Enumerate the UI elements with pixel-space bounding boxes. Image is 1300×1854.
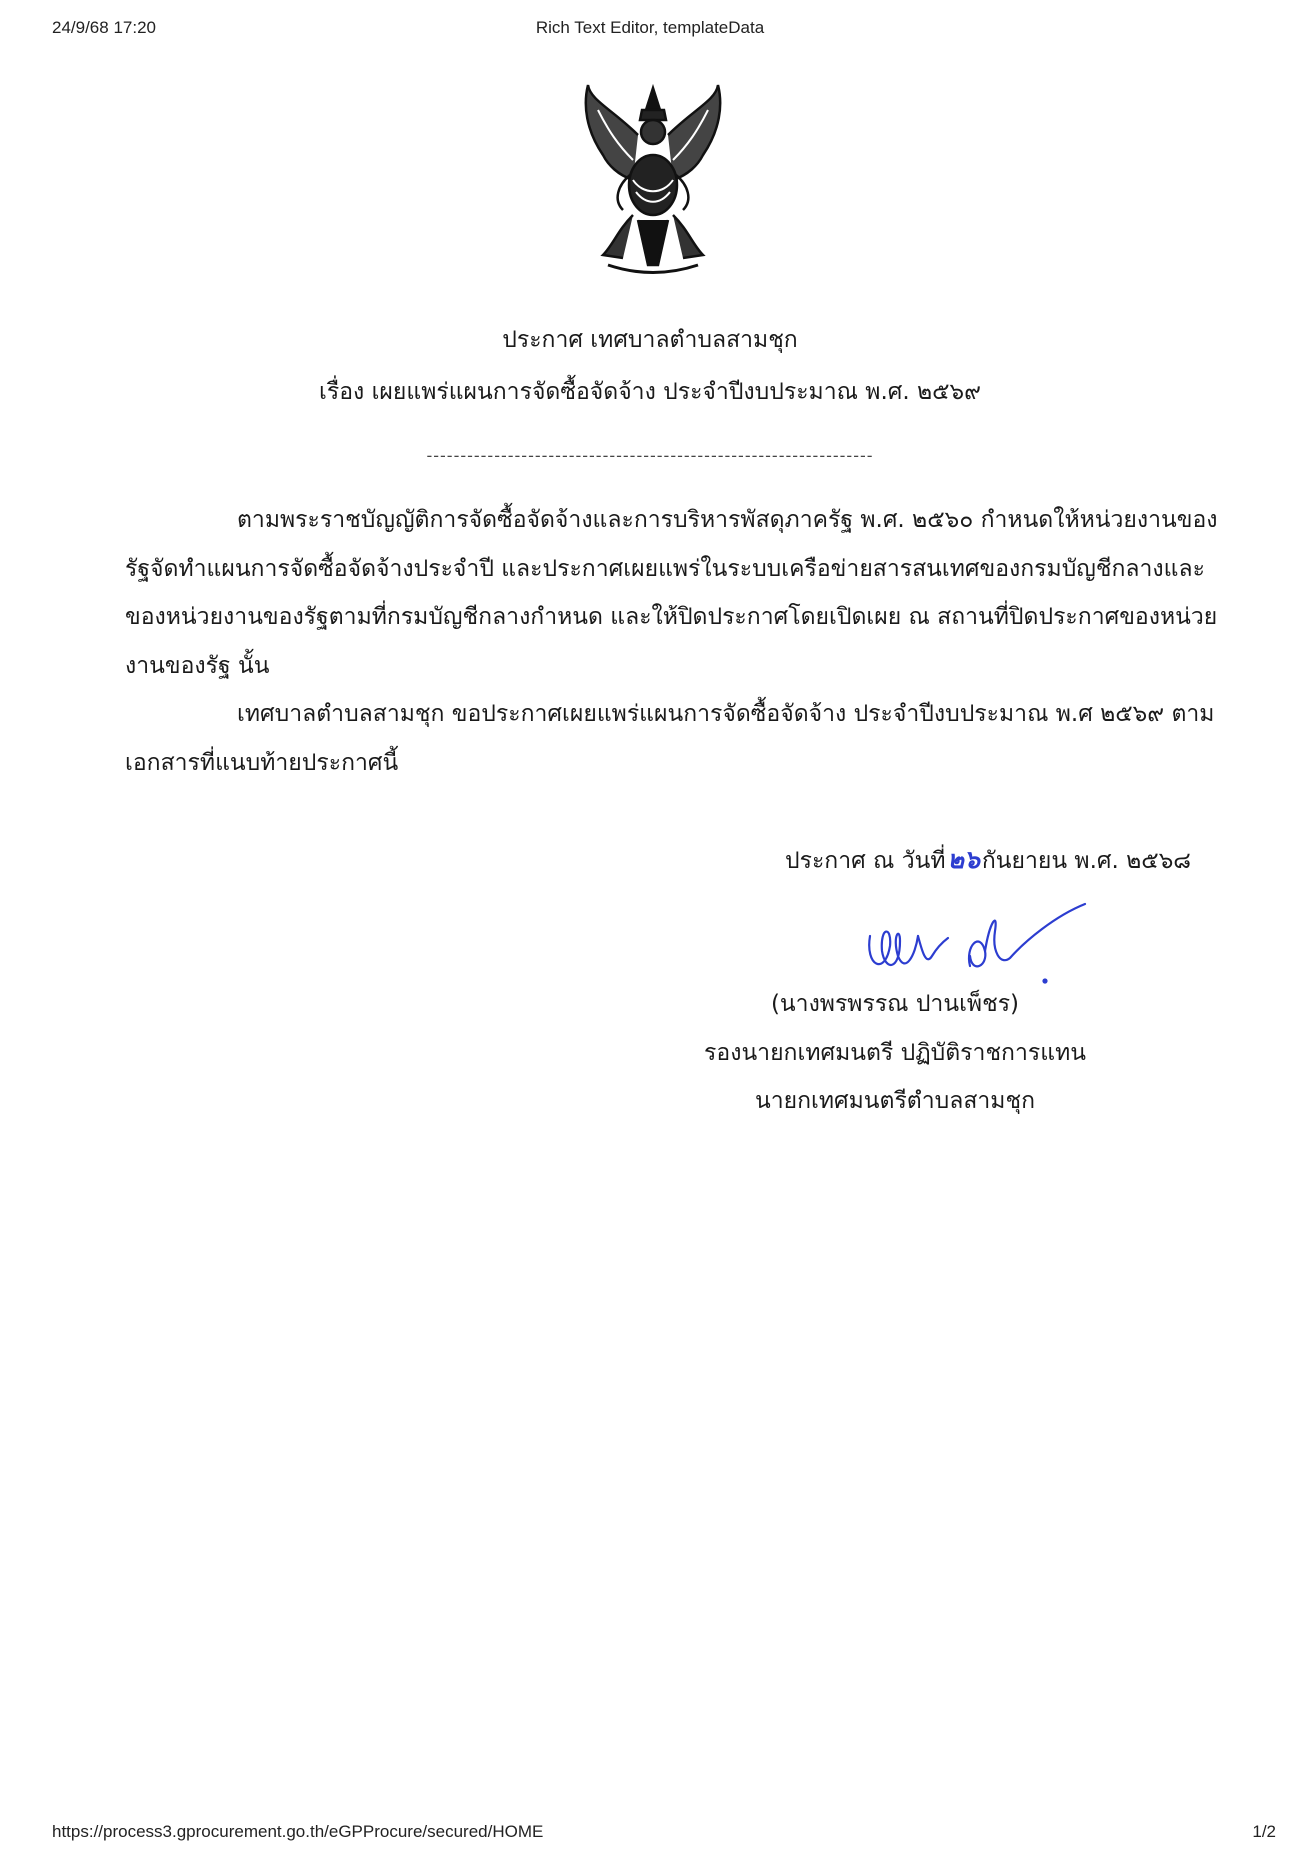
print-window-title: Rich Text Editor, templateData xyxy=(535,18,765,37)
announcement-body xyxy=(125,496,1220,787)
announcement-title: ประกาศ เทศบาลตำบลสามชุก xyxy=(502,327,798,353)
date-prefix: ประกาศ ณ วันที่ xyxy=(785,848,946,874)
announcement-subject: เรื่อง เผยแพร่แผนการจัดซื้อจัดจ้าง ประจำปีงบประมาณ พ.ศ. ๒๕๖๙ xyxy=(319,379,981,405)
body-paragraph-1 xyxy=(125,496,1220,690)
body-paragraph-2 xyxy=(125,690,1220,787)
paragraph-1-text: ตามพระราชบัญญัติการจัดซื้อจัดจ้างและการบริหารพัสดุภาครัฐ พ.ศ. ๒๕๖๐ กำหนดให้หน่วยงานของรัฐจัดทำแผนการจัดซื้อจัดจ้างประจำปี และประกาศเผยแพร่ในระบบเครือข่ายสารสนเทศของกรมบัญชีกลางและของหน่วยงานของรัฐตามที่กรมบัญชีกลางกำหนด และให้ปิดประกาศโดยเปิดเผย ณ สถานที่ปิดประกาศของหน่วยงานของรัฐ นั้น xyxy=(125,507,1218,679)
date-day-handwritten: ๒๖ xyxy=(947,845,980,874)
divider-line: ------------------------------------------------------------------ xyxy=(426,446,874,465)
signer-position-2: นายกเทศมนตรีตำบลสามชุก xyxy=(754,1088,1036,1114)
announcement-date xyxy=(785,840,1191,880)
signer-name: (นางพรพรรณ ปานเพ็ชร) xyxy=(770,991,1020,1017)
print-page-number: 1/2 xyxy=(1252,1822,1276,1841)
paragraph-2-text: เทศบาลตำบลสามชุก ขอประกาศเผยแพร่แผนการจัดซื้อจัดจ้าง ประจำปีงบประมาณ พ.ศ ๒๕๖๙ ตามเอกสารที่แนบท้ายประกาศนี้ xyxy=(125,701,1215,776)
print-datetime: 24/9/68 17:20 xyxy=(52,18,156,37)
garuda-emblem-icon xyxy=(578,80,728,280)
print-url: https://process3.gprocurement.go.th/eGPProcure/secured/HOME xyxy=(52,1822,544,1841)
signer-position: รองนายกเทศมนตรี ปฏิบัติราชการแทน xyxy=(704,1040,1086,1066)
date-suffix: กันยายน พ.ศ. ๒๕๖๘ xyxy=(981,848,1192,874)
